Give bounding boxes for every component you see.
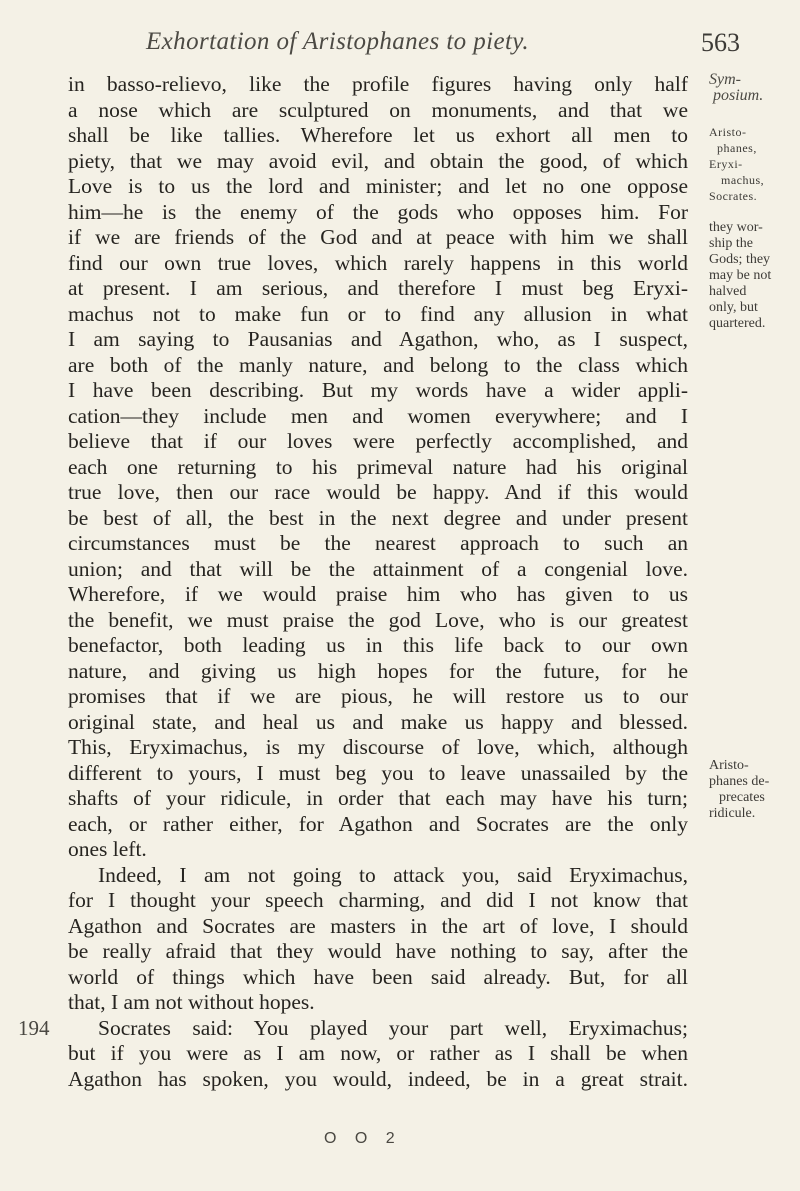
text-line: for I thought your speech charming, and did I not know that: [68, 888, 688, 912]
text-line: be best of all, the best in the next degree and under present: [68, 505, 688, 530]
text-line: that, I am not without hopes.: [68, 990, 315, 1014]
text-line: Agathon and Socrates are masters in the art of love, I should: [68, 913, 688, 938]
margin-note-line: machus,: [721, 173, 765, 187]
margin-note-line: only, but: [709, 300, 758, 315]
text-line: world of things which have been said already. But, for all: [68, 964, 688, 989]
text-line: but if you were as I am now, or rather as I shall be when: [68, 1041, 688, 1065]
margin-note-line: quartered.: [709, 316, 766, 331]
text-line: find our own true loves, which rarely happens in this world: [68, 250, 688, 275]
page-number: 563: [701, 28, 740, 57]
text-line: Wherefore, if we would praise him who has given to us: [68, 582, 688, 606]
running-head: [0, 28, 800, 68]
margin-note-line: ridicule.: [709, 806, 756, 821]
text-line: Agathon has spoken, you would, indeed, be in a great strait.: [68, 1066, 688, 1091]
margin-note-line: phanes,: [717, 141, 757, 155]
text-line: I am saying to Pausanias and Agathon, who, as I suspect,: [68, 327, 688, 351]
text-line: different to yours, I must beg you to leave unassailed by the: [68, 760, 688, 785]
text-line: are both of the manly nature, and belong to the class which: [68, 352, 688, 377]
margin-note-line: Eryxi-: [709, 157, 743, 171]
margin-note-line: ship the: [709, 236, 753, 251]
body-text: [18, 72, 688, 1092]
text-line: each one returning to his primeval nature had his original: [68, 454, 688, 479]
text-line: if we are friends of the God and at peace with him we shall: [68, 225, 688, 249]
margin-note-symposium: [709, 72, 793, 104]
text-line: a nose which are sculptured on monuments, and that we: [68, 97, 688, 122]
margin-note-line: may be not: [709, 268, 772, 283]
margin-note-ridicule: [709, 758, 793, 822]
text-line: original state, and heal us and make us happy and blessed.: [68, 709, 688, 734]
stephanus-number: 194: [18, 1015, 50, 1040]
text-line: each, or rather either, for Agathon and Socrates are the only: [68, 811, 688, 836]
text-line: the benefit, we must praise the god Love, who is our greatest: [68, 607, 688, 632]
margin-note-line: precates: [719, 790, 765, 805]
margin-note-line: halved: [709, 284, 747, 299]
text-line: machus not to make fun or to find any allusion in what: [68, 301, 688, 326]
margin-note-line: Aristo-: [709, 125, 747, 139]
text-line: Love is to us the lord and minister; and let no one oppose: [68, 174, 688, 198]
text-line: piety, that we may avoid evil, and obtain the good, of which: [68, 148, 688, 173]
margin-note-line: Aristo-: [709, 758, 749, 773]
signature-mark: O O 2: [324, 1130, 402, 1147]
text-line: shall be like tallies. Wherefore let us exhort all men to: [68, 123, 688, 147]
text-line: benefactor, both leading us in this life back to our own: [68, 633, 688, 657]
text-line: true love, then our race would be happy. And if this would: [68, 480, 688, 504]
margin-note-speakers: [709, 124, 793, 204]
margin-note-line: posium.: [713, 87, 764, 104]
margin-note-line: Gods; they: [709, 252, 771, 267]
text-line: cation—they include men and women everywhere; and I: [68, 403, 688, 428]
margin-note-gods: [709, 220, 793, 332]
text-line: promises that if we are pious, he will restore us to our: [68, 684, 688, 708]
text-line-content: Socrates said: You played your part well, Eryximachus;: [98, 1015, 688, 1040]
text-line-with-number: [18, 1015, 688, 1042]
text-line: shafts of your ridicule, in order that each may have his turn;: [68, 786, 688, 810]
margin-note-line: they wor-: [709, 220, 763, 235]
margin-note-line: Socrates.: [709, 189, 758, 203]
text-line: union; and that will be the attainment of a congenial love.: [68, 556, 688, 581]
text-line: I have been describing. But my words have a wider appli-: [68, 378, 688, 402]
margin-note-line: phanes de-: [709, 774, 770, 789]
text-line: in basso-relievo, like the profile figures having only half: [68, 72, 688, 96]
text-line: at present. I am serious, and therefore I must beg Eryxi-: [68, 276, 688, 300]
text-line: believe that if our loves were perfectly accomplished, and: [68, 429, 688, 453]
text-line: ones left.: [68, 837, 147, 861]
running-title: Exhortation of Aristophanes to piety.: [146, 28, 530, 55]
text-line: be really afraid that they would have nothing to say, after the: [68, 939, 688, 963]
text-line: nature, and giving us high hopes for the future, for he: [68, 658, 688, 683]
margin-note-line: Sym-: [709, 71, 741, 88]
text-line: Indeed, I am not going to attack you, said Eryximachus,: [98, 862, 688, 887]
text-line: circumstances must be the nearest approach to such an: [68, 531, 688, 555]
text-line: This, Eryximachus, is my discourse of love, which, although: [68, 735, 688, 759]
text-line: him—he is the enemy of the gods who opposes him. For: [68, 199, 688, 224]
